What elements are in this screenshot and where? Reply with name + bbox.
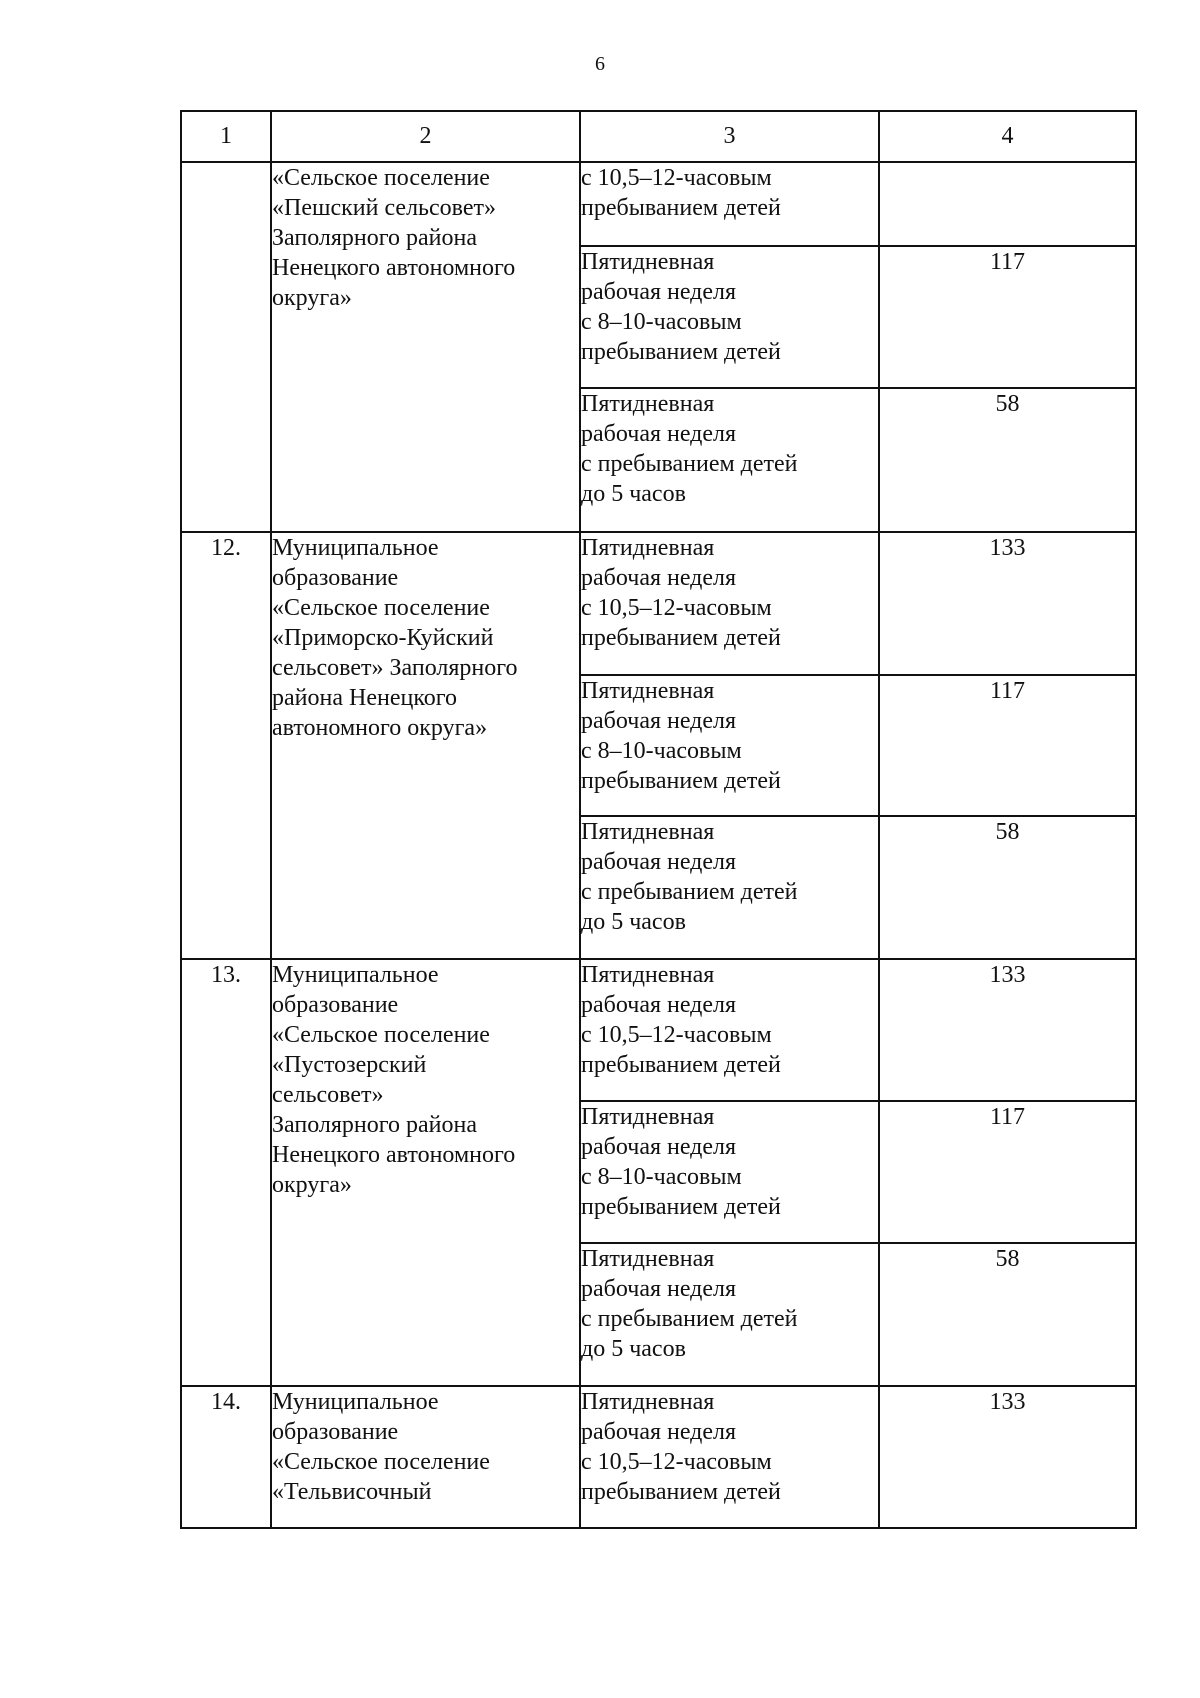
- header-row: [181, 111, 1136, 162]
- schedule-line: Пятидневная: [581, 249, 715, 275]
- schedule-line: с пребыванием детей: [581, 451, 798, 477]
- org-name-line: образование: [272, 565, 399, 591]
- schedule-line: Пятидневная: [581, 678, 715, 704]
- schedule-line: пребыванием детей: [581, 1479, 781, 1505]
- org-name-cell: [271, 959, 580, 1386]
- org-name-line: сельсовет» Заполярного: [272, 655, 518, 681]
- org-name-line: «Сельское поселение: [272, 1449, 490, 1475]
- org-name-line: «Пешский сельсовет»: [272, 195, 496, 221]
- table-row: [181, 959, 1136, 1101]
- quota-cell: [879, 162, 1136, 246]
- org-name-line: образование: [272, 992, 399, 1018]
- org-name-cell: [271, 162, 580, 532]
- header-cell-4: 4: [879, 111, 1136, 162]
- schedule-line: Пятидневная: [581, 819, 715, 845]
- table-row: [181, 1386, 1136, 1528]
- schedule-line: с 8–10-часовым: [581, 738, 742, 764]
- quota-cell: 58: [879, 388, 1136, 532]
- org-name-line: образование: [272, 1419, 399, 1445]
- org-name-line: «Приморско-Куйский: [272, 625, 494, 651]
- org-name-line: округа»: [272, 1172, 352, 1198]
- schedule-line: рабочая неделя: [581, 421, 737, 447]
- header-cell-1: 1: [181, 111, 271, 162]
- row-number-cell: 14.: [181, 1386, 271, 1528]
- org-name-line: «Тельвисочный: [272, 1479, 432, 1505]
- org-name-line: Заполярного района: [272, 1112, 477, 1138]
- org-name-line: района Ненецкого: [272, 685, 458, 711]
- row-number-cell: 12.: [181, 532, 271, 959]
- schedule-table: [180, 110, 1137, 1529]
- schedule-line: до 5 часов: [581, 1336, 686, 1362]
- org-name-line: автономного округа»: [272, 715, 488, 741]
- schedule-line: Пятидневная: [581, 962, 715, 988]
- schedule-line: с пребыванием детей: [581, 879, 798, 905]
- org-name-line: Ненецкого автономного: [272, 1142, 516, 1168]
- schedule-line: пребыванием детей: [581, 1194, 781, 1220]
- schedule-line: с 8–10-часовым: [581, 1164, 742, 1190]
- schedule-line: рабочая неделя: [581, 1419, 737, 1445]
- schedule-line: пребыванием детей: [581, 339, 781, 365]
- org-name-line: «Сельское поселение: [272, 1022, 490, 1048]
- schedule-line: Пятидневная: [581, 1389, 715, 1415]
- schedule-line: Пятидневная: [581, 391, 715, 417]
- table-row: [181, 162, 1136, 246]
- quota-cell: 117: [879, 675, 1136, 816]
- schedule-line: с 10,5–12-часовым: [581, 1449, 772, 1475]
- org-name-line: Заполярного района: [272, 225, 477, 251]
- org-name-cell: [271, 532, 580, 959]
- header-cell-3: 3: [580, 111, 879, 162]
- org-name-line: Муниципальное: [272, 535, 439, 561]
- schedule-line: пребыванием детей: [581, 1052, 781, 1078]
- schedule-line: рабочая неделя: [581, 849, 737, 875]
- org-name-line: «Сельское поселение: [272, 165, 490, 191]
- org-name-line: округа»: [272, 285, 352, 311]
- quota-cell: 117: [879, 246, 1136, 388]
- schedule-cell: [580, 1243, 879, 1386]
- quota-cell: 58: [879, 1243, 1136, 1386]
- schedule-line: пребыванием детей: [581, 195, 781, 221]
- schedule-line: рабочая неделя: [581, 565, 737, 591]
- schedule-cell: [580, 816, 879, 959]
- schedule-line: рабочая неделя: [581, 1276, 737, 1302]
- schedule-cell: [580, 1101, 879, 1243]
- schedule-cell: [580, 162, 879, 246]
- schedule-line: рабочая неделя: [581, 279, 737, 305]
- schedule-line: с 10,5–12-часовым: [581, 595, 772, 621]
- quota-cell: 133: [879, 532, 1136, 675]
- schedule-line: до 5 часов: [581, 909, 686, 935]
- schedule-cell: [580, 675, 879, 816]
- header-cell-2: 2: [271, 111, 580, 162]
- schedule-cell: [580, 1386, 879, 1528]
- quota-cell: 58: [879, 816, 1136, 959]
- schedule-cell: [580, 959, 879, 1101]
- schedule-line: рабочая неделя: [581, 1134, 737, 1160]
- schedule-line: до 5 часов: [581, 481, 686, 507]
- schedule-cell: [580, 388, 879, 532]
- schedule-line: с 8–10-часовым: [581, 309, 742, 335]
- schedule-line: Пятидневная: [581, 1104, 715, 1130]
- schedule-line: рабочая неделя: [581, 708, 737, 734]
- schedule-cell: [580, 532, 879, 675]
- row-number-cell: [181, 162, 271, 532]
- schedule-line: Пятидневная: [581, 1246, 715, 1272]
- page-number: 6: [595, 53, 605, 75]
- org-name-cell: [271, 1386, 580, 1528]
- quota-cell: 133: [879, 959, 1136, 1101]
- schedule-line: пребыванием детей: [581, 625, 781, 651]
- org-name-line: сельсовет»: [272, 1082, 384, 1108]
- org-name-line: Ненецкого автономного: [272, 255, 516, 281]
- schedule-line: с пребыванием детей: [581, 1306, 798, 1332]
- schedule-line: Пятидневная: [581, 535, 715, 561]
- quota-cell: 133: [879, 1386, 1136, 1528]
- table-row: [181, 532, 1136, 675]
- org-name-line: «Сельское поселение: [272, 595, 490, 621]
- org-name-line: Муниципальное: [272, 1389, 439, 1415]
- org-name-line: «Пустозерский: [272, 1052, 427, 1078]
- row-number-cell: 13.: [181, 959, 271, 1386]
- org-name-line: Муниципальное: [272, 962, 439, 988]
- quota-cell: 117: [879, 1101, 1136, 1243]
- schedule-line: с 10,5–12-часовым: [581, 165, 772, 191]
- schedule-line: с 10,5–12-часовым: [581, 1022, 772, 1048]
- schedule-cell: [580, 246, 879, 388]
- schedule-line: рабочая неделя: [581, 992, 737, 1018]
- schedule-line: пребыванием детей: [581, 768, 781, 794]
- table-body: [181, 162, 1136, 1528]
- table-header: [181, 111, 1136, 162]
